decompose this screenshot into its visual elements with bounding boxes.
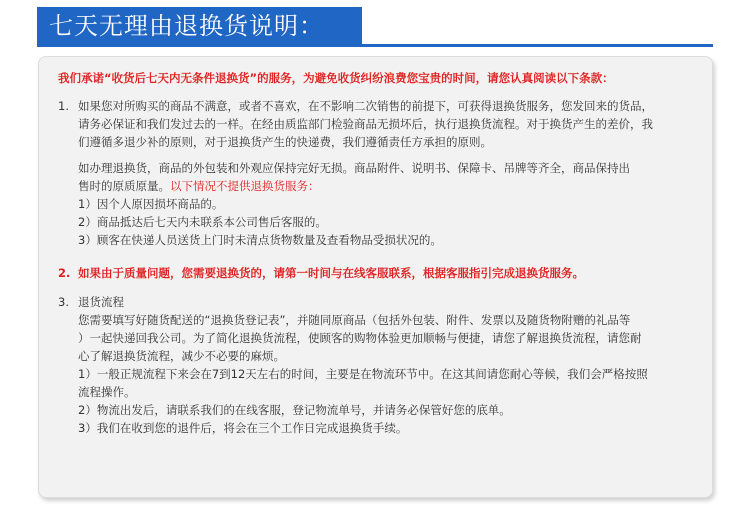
section-1-para2-line: 如办理退换货，商品的外包装和外观应保持完好无损。商品附件、说明书、保障卡、吊牌等齐全，商品保持出	[78, 161, 630, 175]
section-1-para1-line: 请务必保证和我们发过去的一样。在经由质监部门检验商品无损坏后，执行退换货流程。对于换货产生的差价，我	[78, 117, 653, 131]
section-1-body	[78, 97, 698, 249]
policy-panel	[38, 56, 713, 498]
section-3-line: 流程操作。	[78, 385, 136, 399]
section-1-para2-text: 售时的原质原量。	[78, 179, 170, 193]
section-1-para1-line: 们遵循多退少补的原则，对于退换货产生的快递费，我们遵循责任方承担的原则。	[78, 135, 492, 149]
section-3-body	[78, 293, 698, 437]
page-title: 七天无理由退换货说明：	[37, 7, 362, 45]
section-1-para2-line	[78, 177, 698, 195]
section-3-line: 1）一般正规流程下来会在7到12天左右的时间，主要是在物流环节中。在这其间请您耐心等候，我们会严格按照	[78, 367, 648, 381]
title-underline	[37, 44, 713, 47]
section-3-line: 您需要填写好随货配送的“退换货登记表”，并随同原商品（包括外包装、附件、发票以及随货物附赠的礼品等	[78, 313, 631, 327]
section-3-number: 3.	[58, 295, 69, 309]
section-1-number: 1.	[58, 99, 69, 113]
exclusions-heading: 以下情况不提供退换货服务：	[170, 179, 320, 193]
section-3-line: 3）我们在收到您的退件后，将会在三个工作日完成退换货手续。	[78, 421, 408, 435]
section-3-line: 心了解退换货流程，减少不必要的麻烦。	[78, 349, 285, 363]
section-2-text: 如果由于质量问题，您需要退换货的，请第一时间与在线客服联系，根据客服指引完成退换货服务。	[78, 266, 584, 280]
exclusion-item: 3）顾客在快递人员送货上门时未清点货物数量及查看物品受损状况的。	[78, 233, 442, 247]
exclusion-item: 2）商品抵达后七天内未联系本公司售后客服的。	[78, 215, 327, 229]
intro-text: 我们承诺“收货后七天内无条件退换货”的服务，为避免收货纠纷浪费您宝贵的时间，请您认真阅读以下条款：	[58, 71, 614, 85]
section-1-para1-line: 如果您对所购买的商品不满意，或者不喜欢，在不影响二次销售的前提下，可获得退换货服务，您发回来的货品，	[78, 99, 653, 113]
section-3-line: ）一起快递回我公司。为了简化退换货流程，使顾客的购物体验更加顺畅与便捷，请您了解退换货流程，请您耐	[78, 331, 642, 345]
exclusion-item: 1）因个人原因损坏商品的。	[78, 197, 224, 211]
section-3-line: 2）物流出发后，请联系我们的在线客服，登记物流单号，并请务必保管好您的底单。	[78, 403, 511, 417]
section-3-heading: 退货流程	[78, 295, 124, 309]
section-2-number: 2.	[58, 266, 71, 280]
